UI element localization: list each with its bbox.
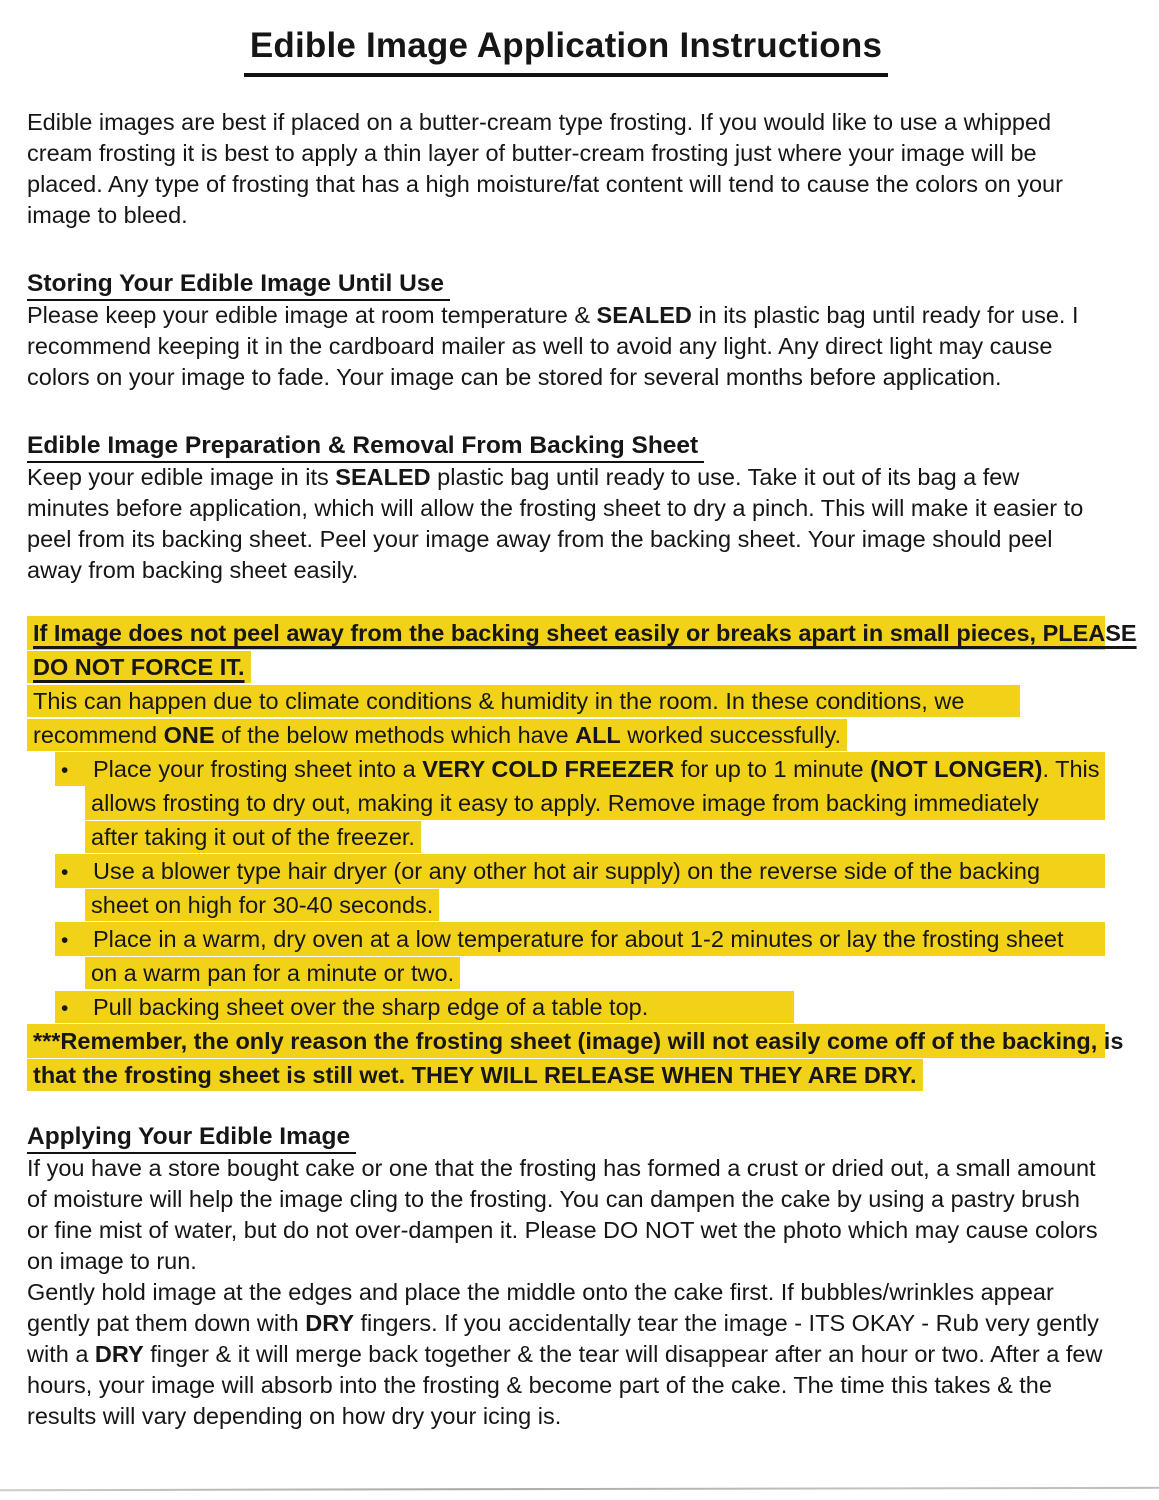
highlight-text (55, 752, 1105, 786)
bullet-item-2-line-2 (85, 888, 1105, 922)
highlight-text: This can happen due to climate conditions & humidity in the room. In these conditions, we (27, 685, 1020, 717)
title-block (27, 26, 1105, 77)
highlight-text (55, 854, 1105, 888)
highlight-line-2 (27, 650, 1105, 684)
text-segment: recommend (33, 722, 164, 748)
highlight-text (55, 991, 794, 1023)
highlight-text: DO NOT FORCE IT. (27, 651, 251, 683)
highlight-line-1 (27, 616, 1137, 650)
text-segment: finger & it will merge back together & the tear will disappear after an hour or two. After a few hours, your image will absorb into the frosting & become part of the cake. The time this takes & the results will vary depending on how dry your icing is. (27, 1341, 1103, 1429)
bullet-item-1-line-1 (55, 752, 1105, 786)
text-segment: fingers. If you accidentally tear the image - ITS OKAY - Rub very gently with a (27, 1310, 1099, 1367)
text-segment: worked successfully. (620, 722, 842, 748)
text-segment-bold: VERY COLD FREEZER (422, 756, 675, 782)
page-title: Edible Image Application Instructions (244, 26, 888, 77)
text-segment: Use a blower type hair dryer (or any other hot air supply) on the reverse side of the backing (93, 858, 1041, 884)
text-segment-bold: SEALED (335, 464, 431, 490)
highlight-text (27, 719, 847, 751)
section-heading-preparation-text: Edible Image Preparation & Removal From Backing Sheet (27, 432, 704, 463)
text-segment: Pull backing sheet over the sharp edge of a table top. (93, 994, 649, 1020)
intro-paragraph: Edible images are best if placed on a butter-cream type frosting. If you would like to use a whipped cream frosting it is best to apply a thin layer of butter-cream frosting just where your image will be placed. Any type of frosting that has a high moisture/fat content will tend to cause the colors on your image to bleed. (27, 109, 1063, 228)
preparation-paragraph (27, 462, 1105, 586)
text-segment-bold: (NOT LONGER) (870, 756, 1043, 782)
highlight-text: If Image does not peel away from the backing sheet easily or breaks apart in small pieces, PLEASE (27, 616, 1105, 650)
bullet-item-3-line-1 (55, 922, 1105, 956)
section-heading-storing (27, 268, 1105, 299)
section-heading-applying-text: Applying Your Edible Image (27, 1123, 356, 1154)
highlighted-warning-block (27, 616, 1137, 1092)
text-segment-bold: SEALED (596, 302, 692, 328)
highlight-text: on a warm pan for a minute or two. (85, 957, 460, 989)
text-segment: Keep your edible image in its (27, 464, 336, 490)
applying-paragraph-2 (27, 1277, 1105, 1432)
section-heading-applying (27, 1121, 1105, 1152)
text-segment: . This (1042, 756, 1100, 782)
highlight-text (55, 922, 1105, 956)
bullet-item-4 (55, 990, 1105, 1024)
text-segment: of the below methods which have (214, 722, 576, 748)
bullet-item-3-line-2 (85, 956, 1105, 990)
text-segment: in its plastic bag until ready for use. I recommend keeping it in the cardboard mailer as well to avoid any light. Any direct light may cause colors on your image to fade. Your image can be stored for several months before application. (27, 302, 1079, 390)
applying-paragraph-1: If you have a store bought cake or one that the frosting has formed a crust or dried out, a small amount of moisture will help the image cling to the frosting. You can dampen the cake by using a pastry brush or fine mist of water, but do not over-dampen it. Please DO NOT wet the photo which may cause colors on image to run. (27, 1155, 1098, 1274)
section-heading-preparation (27, 430, 1105, 461)
scan-artifact-line (0, 1487, 1159, 1491)
highlight-text: after taking it out of the freezer. (85, 821, 421, 853)
highlight-text: allows frosting to dry out, making it easy to apply. Remove image from backing immediately (85, 786, 1105, 820)
bullet-item-2-line-1 (55, 854, 1105, 888)
text-segment: Place your frosting sheet into a (93, 756, 423, 782)
highlight-line-4 (27, 718, 1105, 752)
section-heading-storing-text: Storing Your Edible Image Until Use (27, 270, 450, 301)
text-segment: Please keep your edible image at room temperature & (27, 302, 597, 328)
bullet-icon: • (61, 929, 69, 952)
text-segment-bold: DRY (305, 1310, 354, 1336)
text-segment: Place in a warm, dry oven at a low temperature for about 1-2 minutes or lay the frosting sheet (93, 926, 1064, 952)
bullet-icon: • (61, 997, 69, 1020)
text-segment: plastic bag until ready to use. Take it out of its bag a few minutes before application, which will allow the frosting sheet to dry a pinch. This will make it easier to peel from its backing sheet. Peel your image away from the backing sheet. Your image should peel away from backing sheet easily. (27, 464, 1084, 583)
highlight-line-3 (27, 684, 1105, 718)
bullet-icon: • (61, 861, 69, 884)
bullet-item-1-line-2 (85, 786, 1105, 820)
bullet-item-1-line-3 (85, 820, 1105, 854)
text-segment: Gently hold image at the edges and place the middle onto the cake first. If bubbles/wrinkles appear gently pat them down with (27, 1279, 1054, 1336)
text-segment-bold: ALL (575, 722, 621, 748)
text-segment-bold: DRY (94, 1341, 144, 1367)
bullet-icon: • (61, 759, 69, 782)
remember-note-line-2 (27, 1058, 1105, 1092)
storing-paragraph (27, 300, 1105, 393)
highlight-text: sheet on high for 30-40 seconds. (85, 889, 439, 921)
text-segment: for up to 1 minute (674, 756, 871, 782)
remember-note-line-1 (27, 1024, 1124, 1058)
text-segment-bold: ONE (163, 722, 215, 748)
highlight-text: that the frosting sheet is still wet. THEY WILL RELEASE WHEN THEY ARE DRY. (27, 1059, 923, 1091)
highlight-text: ***Remember, the only reason the frosting sheet (image) will not easily come off of the backing, is (27, 1024, 1105, 1058)
